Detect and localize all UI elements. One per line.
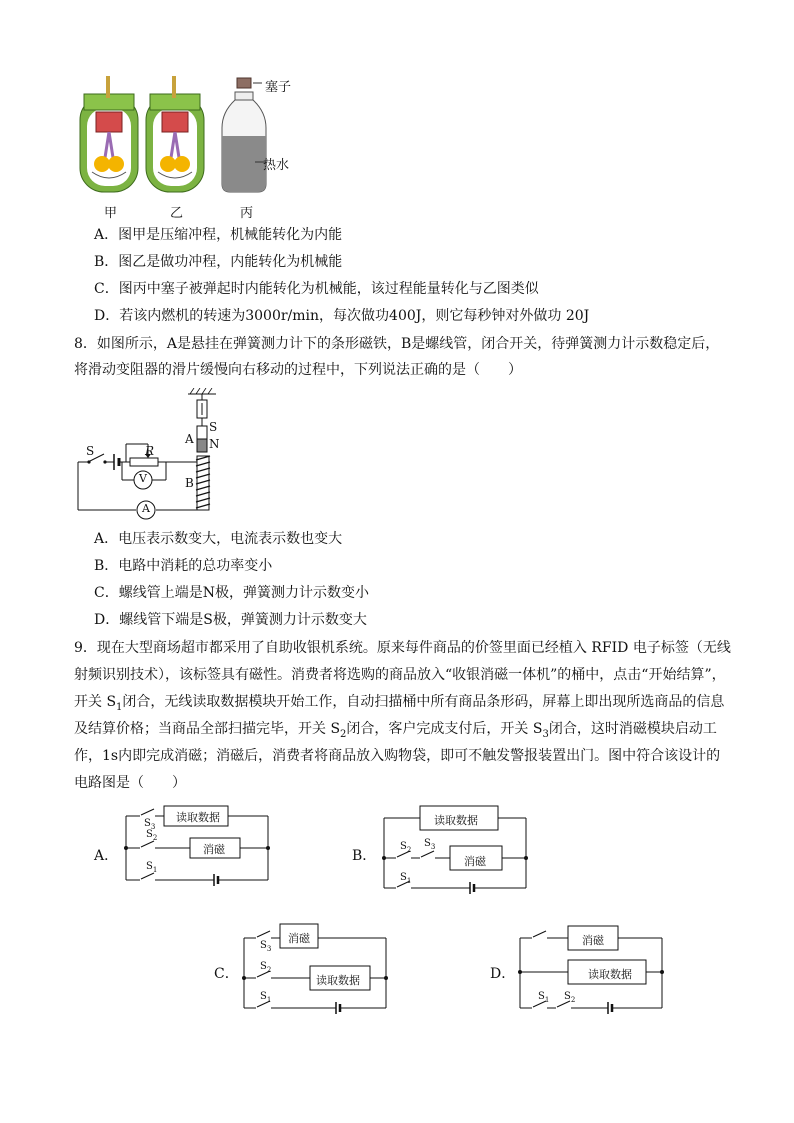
circuit-d-s1-label: $S_1$	[538, 991, 550, 1004]
q8-voltmeter-label: V	[139, 472, 147, 485]
q9-stem-line4: 及结算价格；当商品全部扫描完毕，开关 $S_2$闭合，客户完成支付后，开关 $S_3$闭合，这时消磁模块启动工	[74, 721, 717, 740]
q8-option-d: D．螺线管下端是S极，弹簧测力计示数变大	[94, 612, 367, 628]
circuit-b-s2-label: $S_2$	[400, 841, 412, 854]
circuit-b-s1-label: $S_1$	[400, 872, 412, 885]
q8-magnet-label: A	[185, 432, 194, 446]
q9-stem-line2: 射频识别技术），该标签具有磁性。消费者将选购的商品放入“收银消磁一体机”的桶中，点击“开始结算”，	[74, 667, 726, 683]
circuit-c-demag-label: 消磁	[288, 932, 310, 945]
q7-option-d: D．若该内燃机的转速为3000r/min，每次做功400J，则它每秒钟对外做功 20J	[94, 308, 590, 324]
q8-pole-s-label: S	[209, 420, 218, 434]
q9-stem-line6: 电路图是（ ）	[74, 775, 186, 791]
circuit-b-s3-label: $S_3$	[424, 838, 436, 851]
q9-stem-line3: 开关 $S_1$闭合，无线读取数据模块开始工作，自动扫描桶中所有商品条形码，屏幕上即出现所选商品的信息	[74, 694, 725, 713]
q8-rheostat-label: R	[145, 444, 155, 458]
q8-stem-line1: 8．如图所示，A是悬挂在弹簧测力计下的条形磁铁，B是螺线管，闭合开关，待弹簧测力计示数稳定后，	[74, 336, 720, 352]
q8-option-a: A．电压表示数变大，电流表示数也变大	[94, 531, 343, 547]
engine-jia-icon	[80, 76, 138, 192]
q8-switch-label: S	[86, 444, 95, 458]
q8-option-b: B．电路中消耗的总功率变小	[94, 558, 273, 574]
q9-stem-line5: 作，1s内即完成消磁；消磁后，消费者将商品放入购物袋，即可不触发警报装置出门。图中符合该设计的	[74, 748, 721, 764]
figure-label-yi: 乙	[170, 206, 184, 221]
q8-ammeter-label: A	[142, 502, 150, 515]
q7-option-c: C．图丙中塞子被弹起时内能转化为机械能，该过程能量转化与乙图类似	[94, 281, 539, 297]
circuit-a-demag-label: 消磁	[203, 843, 225, 856]
q7-option-a: A．图甲是压缩冲程，机械能转化为内能	[94, 227, 343, 243]
circuit-b-demag-label: 消磁	[464, 855, 486, 868]
figure-label-bing: 丙	[240, 206, 254, 221]
q7-option-b: B．图乙是做功冲程，内能转化为机械能	[94, 254, 343, 270]
plug-label: 塞子	[265, 80, 292, 95]
circuit-d-demag-label: 消磁	[582, 934, 604, 947]
circuit-option-b[interactable]	[352, 804, 542, 900]
q8-stem-line2: 将滑动变阻器的滑片缓慢向右移动的过程中，下列说法正确的是（ ）	[74, 362, 522, 378]
hot-water-label: 热水	[263, 158, 290, 173]
circuit-b-letter: B．	[352, 848, 377, 864]
q8-solenoid-label: B	[185, 476, 194, 490]
q8-option-c: C．螺线管上端是N极，弹簧测力计示数变小	[94, 585, 369, 601]
circuit-c-s2-label: $S_2$	[260, 961, 272, 974]
circuit-c-s1-label: $S_1$	[260, 991, 272, 1004]
circuit-option-c[interactable]	[214, 920, 404, 1020]
figure-label-jia: 甲	[104, 206, 118, 221]
q9-stem-line1: 9．现在大型商场超市都采用了自助收银机系统。原来每件商品的价签里面已经植入 RFID 电子标签（无线	[74, 640, 731, 656]
circuit-d-s2-label: $S_2$	[564, 991, 576, 1004]
circuit-a-letter: A．	[94, 848, 119, 864]
circuit-d-letter: D．	[490, 966, 516, 982]
circuit-option-d[interactable]	[490, 920, 680, 1020]
circuit-a-s2-label: $S_2$	[146, 829, 158, 842]
circuit-a-s1-label: $S_1$	[146, 861, 158, 874]
engine-yi-icon	[146, 76, 204, 192]
circuit-option-a[interactable]	[94, 804, 284, 890]
circuit-a-s3-label: $S_3$	[144, 818, 156, 831]
circuit-d-read-label: 读取数据	[588, 968, 632, 981]
circuit-b-read-label: 读取数据	[434, 814, 478, 827]
circuit-c-s3-label: $S_3$	[260, 940, 272, 953]
circuit-a-read-label: 读取数据	[176, 811, 220, 824]
q8-pole-n-label: N	[209, 437, 220, 451]
circuit-c-read-label: 读取数据	[316, 974, 360, 987]
bottle-icon	[222, 78, 266, 192]
circuit-c-letter: C．	[214, 966, 239, 982]
